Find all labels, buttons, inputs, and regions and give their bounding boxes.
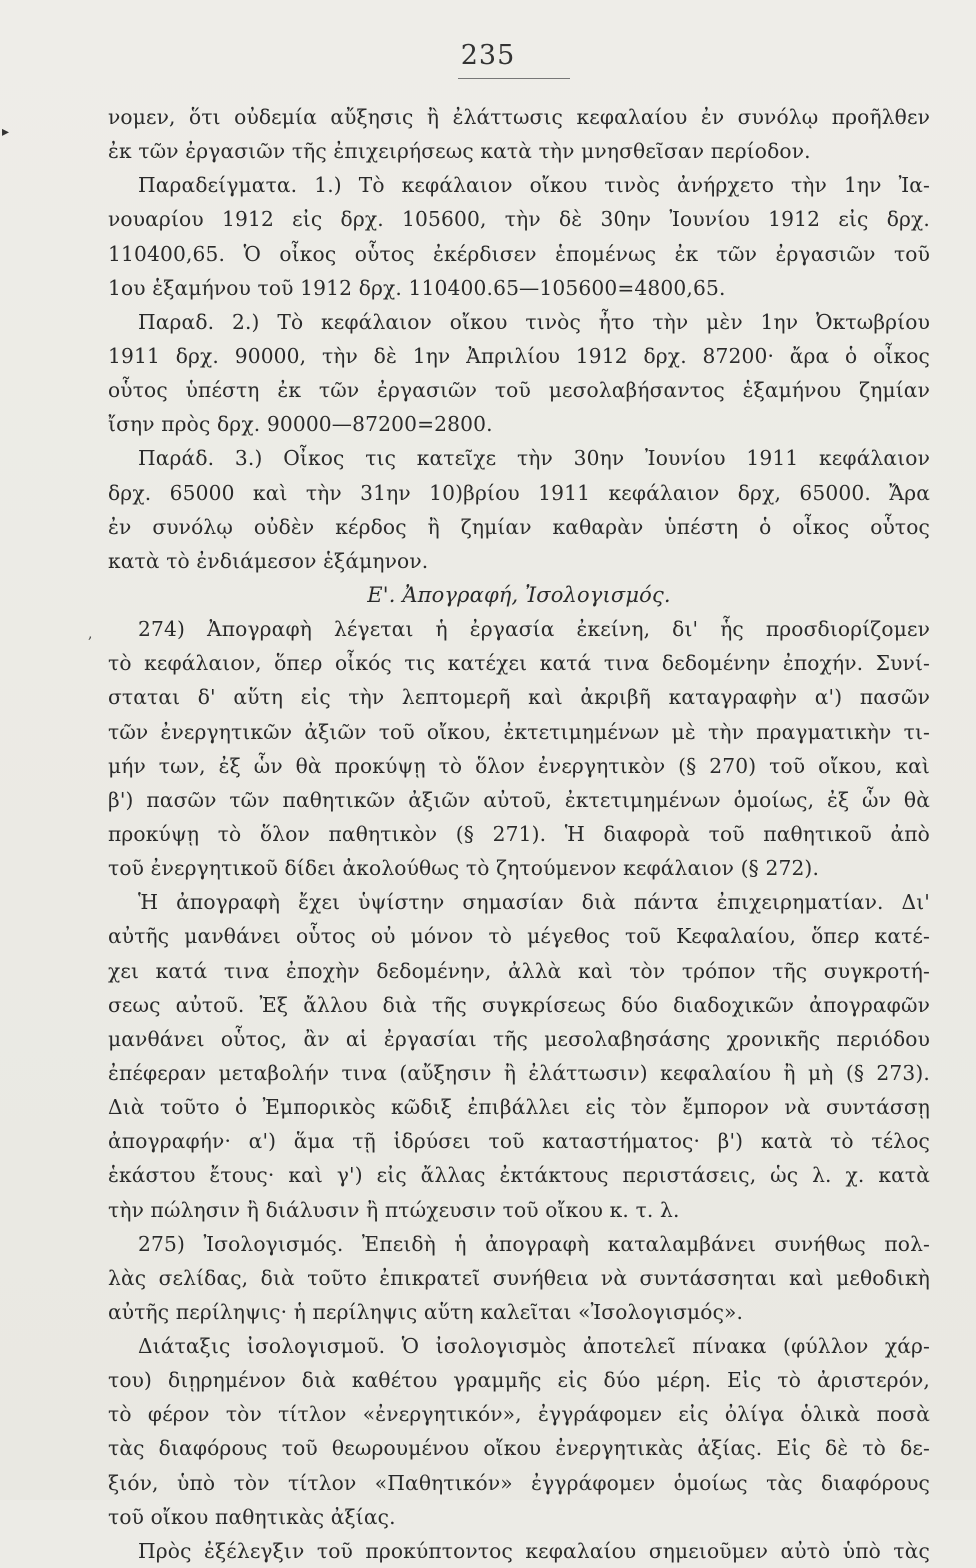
- text-line: οὗτος ὑπέστη ἐκ τῶν ἐργασιῶν τοῦ μεσολαβήσαντος ἑξαμήνου ζημίαν: [108, 378, 930, 403]
- text-line: δρχ. 65000 καὶ τὴν 31ην 10)βρίου 1911 κεφάλαιον δρχ, 65000. Ἄρα: [108, 480, 930, 505]
- text-line: 1ου ἑξαμήνου τοῦ 1912 δρχ. 110400.65—105600=4800,65.: [108, 275, 726, 300]
- text-line: τὸ κεφάλαιον, ὅπερ οἶκός τις κατέχει κατά τινα δεδομένην ἐποχήν. Συνί-: [108, 651, 930, 676]
- margin-mark: ▸: [2, 124, 10, 140]
- text-line: λὰς σελίδας, διὰ τοῦτο ἐπικρατεῖ συνήθεια νὰ συντάσσηται καὶ μεθοδικὴ: [108, 1265, 930, 1290]
- text-line: προκύψῃ τὸ ὅλον παθητικὸν (§ 271). Ἡ διαφορὰ τοῦ παθητικοῦ ἀπὸ: [108, 821, 930, 846]
- text-line: ἑκάστου ἔτους· καὶ γ') εἰς ἄλλας ἐκτάκτους περιστάσεις, ὡς λ. χ. κατὰ: [108, 1163, 930, 1188]
- text-line: νουαρίου 1912 εἰς δρχ. 105600, τὴν δὲ 30ην Ἰουνίου 1912 εἰς δρχ.: [108, 207, 930, 232]
- body-text: [108, 100, 930, 1568]
- page-number-rule: [458, 78, 570, 79]
- text-line: τοῦ οἴκου παθητικὰς ἀξίας.: [108, 1504, 396, 1529]
- text-line: Διὰ τοῦτο ὁ Ἐμπορικὸς κῶδιξ ἐπιβάλλει εἰς τὸν ἔμπορον νὰ συντάσσῃ: [108, 1095, 930, 1120]
- text-line: 275) Ἰσολογισμός. Ἐπειδὴ ἡ ἀπογραφὴ καταλαμβάνει συνήθως πολ-: [138, 1231, 930, 1256]
- text-line: Διάταξις ἰσολογισμοῦ. Ὁ ἰσολογισμὸς ἀποτελεῖ πίνακα (φύλλον χάρ-: [138, 1334, 930, 1359]
- text-line: 1911 δρχ. 90000, τὴν δὲ 1ην Ἀπριλίου 1912 δρχ. 87200· ἄρα ὁ οἶκος: [108, 343, 930, 368]
- text-line: μανθάνει οὗτος, ἂν αἱ ἐργασίαι τῆς μεσολαβησάσης χρονικῆς περιόδου: [108, 1026, 930, 1051]
- text-line: Παράδ. 3.) Οἶκος τις κατεῖχε τὴν 30ην Ἰουνίου 1911 κεφάλαιον: [138, 446, 930, 471]
- text-line: αὐτῆς περίληψις· ἡ περίληψις αὕτη καλεῖται «Ἰσολογισμός».: [108, 1299, 744, 1324]
- text-line: αὐτῆς μανθάνει οὗτος οὐ μόνον τὸ μέγεθος τοῦ Κεφαλαίου, ὅπερ κατέ-: [108, 924, 930, 949]
- text-line: τὸ φέρον τὸν τίτλον «ἐνεργητικόν», ἐγγράφομεν εἰς ὀλίγα ὁλικὰ ποσὰ: [108, 1402, 930, 1427]
- text-line: σεως αὐτοῦ. Ἐξ ἄλλου διὰ τῆς συγκρίσεως δύο διαδοχικῶν ἀπογραφῶν: [108, 992, 930, 1017]
- text-line: τῶν ἐνεργητικῶν ἀξιῶν τοῦ οἴκου, ἐκτετιμημένων μὲ τὴν πραγματικὴν τι-: [108, 719, 930, 744]
- text-line: β') πασῶν τῶν παθητικῶν ἀξιῶν αὐτοῦ, ἐκτετιμημένων ὁμοίως, ἐξ ὧν θὰ: [108, 787, 930, 812]
- text-line: μήν των, ἐξ ὧν θὰ προκύψῃ τὸ ὅλον ἐνεργητικὸν (§ 270) τοῦ οἴκου, καὶ: [108, 753, 930, 778]
- text-line: τοῦ ἐνεργητικοῦ δίδει ἀκολούθως τὸ ζητούμενον κεφάλαιον (§ 272).: [108, 856, 820, 881]
- text-line: νομεν, ὅτι οὐδεμία αὔξησις ἢ ἐλάττωσις κεφαλαίου ἐν συνόλῳ προῆλθεν: [108, 105, 930, 129]
- text-line: Ἡ ἀπογραφὴ ἔχει ὑψίστην σημασίαν διὰ πάντα ἐπιχειρηματίαν. Δι': [138, 890, 930, 915]
- text-line: κατὰ τὸ ἐνδιάμεσον ἑξάμηνον.: [108, 548, 429, 573]
- text-line: ἀπογραφήν· α') ἅμα τῇ ἱδρύσει τοῦ καταστήματος· β') κατὰ τὸ τέλος: [108, 1129, 930, 1154]
- text-line: Παραδείγματα. 1.) Τὸ κεφάλαιον οἴκου τινὸς ἀνήρχετο τὴν 1ην Ἰα-: [138, 173, 930, 198]
- text-line: Πρὸς ἐξέλεγξιν τοῦ προκύπτοντος κεφαλαίου σημειοῦμεν αὐτὸ ὑπὸ τὰς: [138, 1538, 930, 1563]
- text-line: ἴσην πρὸς δρχ. 90000—87200=2800.: [108, 412, 493, 437]
- text-line: Παραδ. 2.) Τὸ κεφάλαιον οἴκου τινὸς ἦτο τὴν μὲν 1ην Ὀκτωβρίου: [138, 309, 930, 334]
- section-heading: Ε'. Ἀπογραφή, Ἰσολογισμός.: [367, 582, 671, 607]
- margin-mark: ,: [88, 626, 93, 642]
- text-line: του) διῃρημένον διὰ καθέτου γραμμῆς εἰς δύο μέρη. Εἰς τὸ ἀριστερόν,: [108, 1368, 930, 1393]
- text-line: χει κατά τινα ἐποχὴν δεδομένην, ἀλλὰ καὶ τὸν τρόπον τῆς συγκροτή-: [108, 958, 930, 983]
- text-line: ξιόν, ὑπὸ τὸν τίτλον «Παθητικόν» ἐγγράφομεν ὁμοίως τὰς διαφόρους: [108, 1470, 930, 1495]
- text-line: 110400,65. Ὁ οἶκος οὗτος ἐκέρδισεν ἑπομένως ἐκ τῶν ἐργασιῶν τοῦ: [108, 241, 930, 266]
- page-number: 235: [460, 40, 516, 71]
- text-line: 274) Ἀπογραφὴ λέγεται ἡ ἐργασία ἐκείνη, δι' ἧς προσδιορίζομεν: [138, 617, 930, 642]
- text-line: ἐκ τῶν ἐργασιῶν τῆς ἐπιχειρήσεως κατὰ τὴν μνησθεῖσαν περίοδον.: [108, 139, 811, 164]
- text-line: ἐπέφεραν μεταβολήν τινα (αὔξησιν ἢ ἐλάττωσιν) κεφαλαίου ἢ μὴ (§ 273).: [108, 1060, 930, 1085]
- text-line: σταται δ' αὕτη εἰς τὴν λεπτομερῆ καὶ ἀκριβῆ καταγραφὴν α') πασῶν: [108, 685, 930, 710]
- text-line: τὴν πώλησιν ἢ διάλυσιν ἢ πτώχευσιν τοῦ οἴκου κ. τ. λ.: [108, 1197, 680, 1222]
- text-line: τὰς διαφόρους τοῦ θεωρουμένου οἴκου ἐνεργητικὰς ἀξίας. Εἰς δὲ τὸ δε-: [108, 1436, 930, 1461]
- text-line: ἐν συνόλῳ οὐδὲν κέρδος ἢ ζημίαν καθαρὰν ὑπέστη ὁ οἶκος οὗτος: [108, 514, 930, 539]
